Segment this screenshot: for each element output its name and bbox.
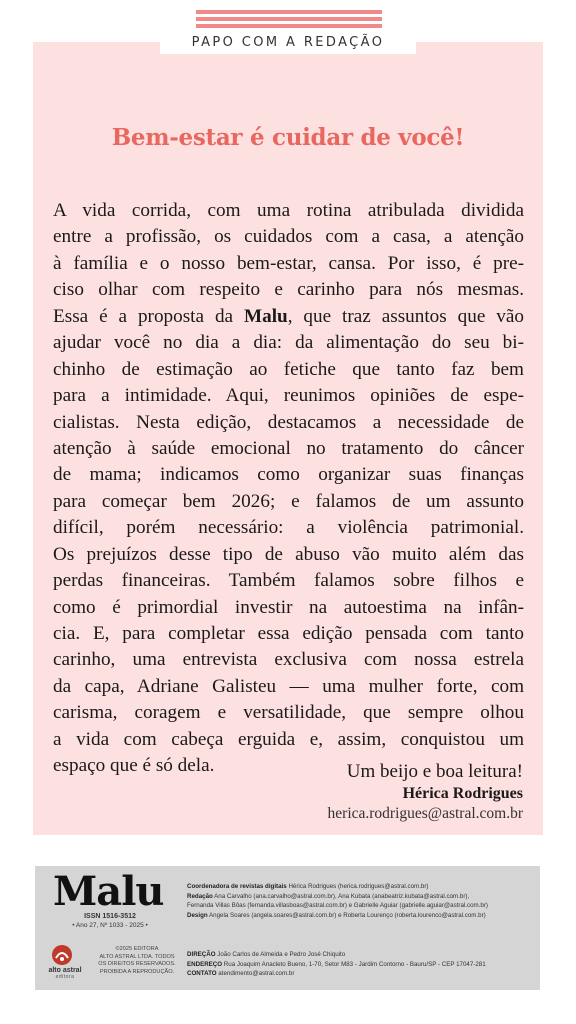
copyright-line: PROIBIDA A REPRODUÇÃO. (99, 968, 175, 975)
credits-management (187, 950, 537, 979)
magazine-name: Malu (243, 305, 288, 327)
body-line: atenção à saúde emocional no tratamento do câncer (53, 437, 524, 459)
credit-line: ENDEREÇO Rua Joaquim Anacleto Bueno, 1-70, Setor M83 - Jardim Contorno - Bauru/SP - CEP 17047-281 (187, 960, 486, 968)
top-stripes (196, 10, 382, 31)
masthead-footer (35, 866, 540, 990)
editorial-body (53, 198, 524, 780)
body-line: perdas financeiras. Também falamos sobre filhos e (53, 570, 524, 592)
body-line: carisma, coragem e versatilidade, que sempre olhou (53, 702, 524, 724)
issn: ISSN 1516-3512 (84, 913, 136, 920)
editorial-title: Bem-estar é cuidar de você! (111, 124, 465, 151)
body-line: cia. E, para completar essa edição pensada com tanto (53, 623, 524, 644)
credit-label: Design (187, 911, 208, 919)
copyright-line: ©2025 EDITORA (115, 946, 159, 952)
body-line: Essa é a proposta da Malu, que traz assuntos que vão (53, 305, 524, 327)
body-line: ciso olhar com respeito e carinho para nós mesmas. (53, 279, 524, 301)
body-line: ajudar você no dia a dia: da alimentação do seu bi- (53, 332, 524, 354)
body-line: Os prejuízos desse tipo de abuso vão muito além das (53, 543, 524, 565)
copyright (91, 946, 183, 976)
body-line: a vida com cabeça erguida e, assim, conquistou um (53, 728, 524, 750)
magazine-logo: Malu (53, 868, 164, 915)
credit-label: Coordenadora de revistas digitais (187, 883, 287, 890)
credit-label: DIREÇÃO (187, 951, 216, 958)
credit-line: Redação Ana Carvalho (ana.carvalho@astral.com.br), Ana Kubata (anabeatriz.kubata@astral.com.br), (187, 892, 470, 900)
credit-line: CONTATO atendimento@astral.com.br (187, 970, 295, 978)
body-line: para a intimidade. Aqui, reunimos opiniões de espe- (53, 385, 524, 407)
body-line: espaço que é só dela. (53, 755, 215, 777)
credit-line: Fernanda Villas Bôas (fernanda.villasboas@astral.com.br) e Gabrielle Aguiar (gabrielle.aguiar@astral.com.br) (187, 902, 488, 910)
credit-label: CONTATO (187, 970, 217, 978)
credit-label: ENDEREÇO (187, 960, 223, 968)
credit-line: Design Angela Soares (angela.soares@astral.com.br) e Roberta Lourenço (roberta.lourenco@astral.com.br) (187, 911, 486, 919)
signoff (328, 760, 523, 824)
publisher-name: alto astral (48, 967, 82, 974)
credit-line: Coordenadora de revistas digitais Hérica Rodrigues (herica.rodrigues@astral.com.br) (187, 883, 429, 890)
body-line: à família e o nosso bem-estar, cansa. Por isso, é pre- (53, 252, 524, 274)
editorial-panel (33, 42, 543, 835)
credit-label: Redação (187, 892, 213, 900)
credit-line: DIREÇÃO João Carlos de Almeida e Pedro José Chiquito (187, 951, 346, 958)
body-line: chinho de estimação ao fetiche que tanto faz bem (53, 358, 524, 380)
copyright-line: ALTO ASTRAL LTDA. TODOS (99, 953, 175, 960)
body-line: de mama; indicamos como organizar suas finanças (53, 464, 524, 486)
body-line: da capa, Adriane Galisteu — uma mulher forte, com (53, 675, 524, 697)
body-line: A vida corrida, com uma rotina atribulada dividida (53, 200, 524, 221)
body-line: entre a profissão, os cuidados com a casa, a atenção (53, 226, 524, 248)
body-line: cialistas. Nesta edição, destacamos a necessidade de (53, 411, 524, 433)
section-label: PAPO COM A REDAÇÃO (160, 32, 416, 54)
signoff-message: Um beijo e boa leitura! (346, 761, 523, 782)
body-line: difícil, porém necessário: a violência patrimonial. (53, 517, 524, 539)
author-email[interactable]: herica.rodrigues@astral.com.br (327, 805, 523, 822)
body-line: para começar bem 2026; e falamos de um assunto (53, 490, 524, 512)
edition-info: • Ano 27, Nº 1033 - 2025 • (72, 922, 148, 929)
author-name: Hérica Rodrigues (402, 785, 523, 802)
copyright-line: OS DIREITOS RESERVADOS. (98, 961, 176, 967)
body-line: como é primordial investir na autoestima na infân- (53, 596, 524, 618)
body-line: carinho, uma entrevista exclusiva com nossa estrela (53, 649, 524, 671)
credits (187, 882, 537, 920)
alto-astral-logo-icon (51, 944, 73, 966)
publisher-sub: editora (55, 974, 75, 980)
